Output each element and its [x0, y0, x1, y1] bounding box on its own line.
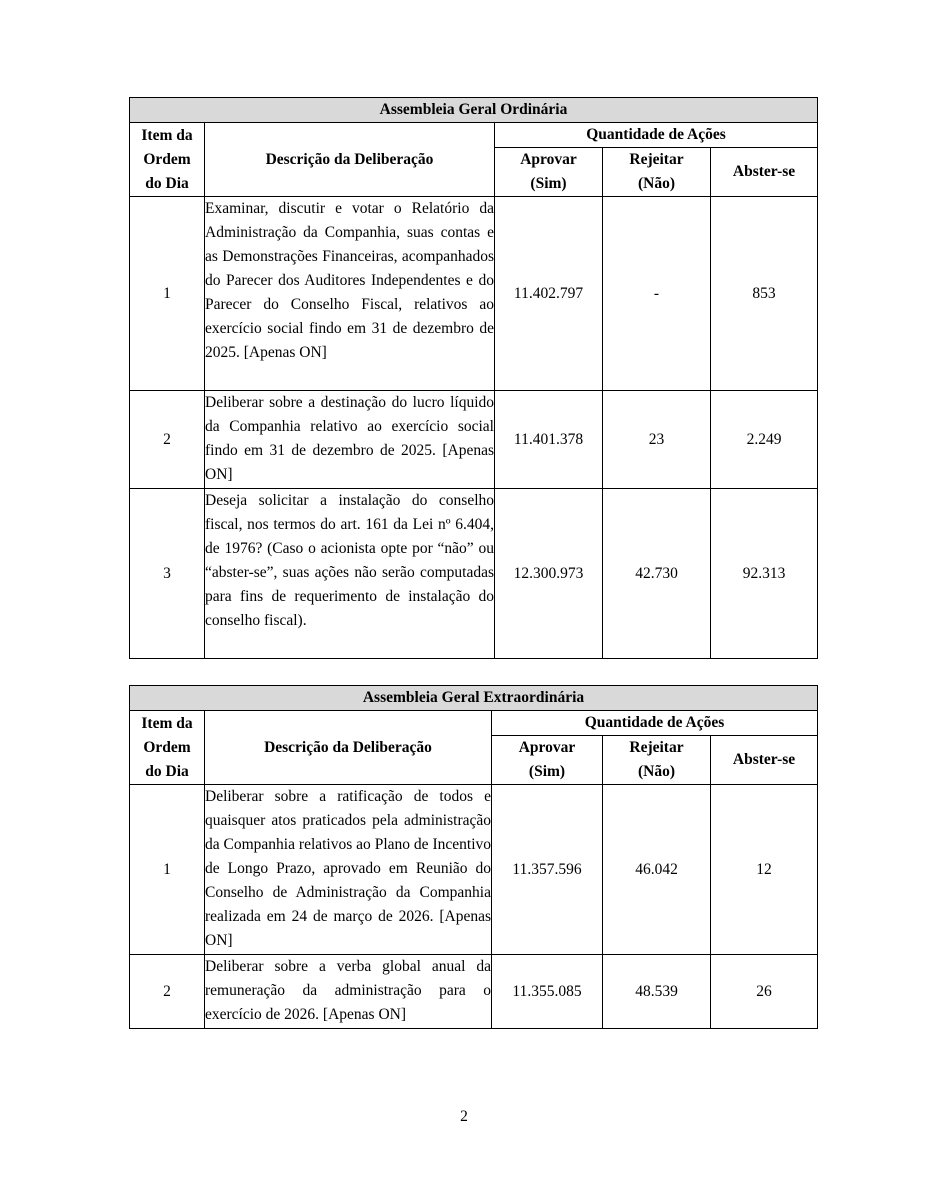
row-item: 3 [130, 489, 205, 659]
row-abster: 92.313 [711, 489, 818, 659]
row-descricao: Deliberar sobre a ratificação de todos e quaisquer atos praticados pela administração da Companhia relativos ao Plano de Incentivo de Longo Prazo, aprovado em Reunião do Conselho de Administração da Companhia realizada em 24 de março de 2026. [Apenas ON] [205, 785, 492, 955]
row-aprovar: 11.401.378 [495, 391, 603, 489]
header-aprovar-line-1: Aprovar [520, 151, 577, 168]
row-rejeitar: 23 [603, 391, 711, 489]
header-rejeitar-line-1: Rejeitar [629, 151, 684, 168]
row-rejeitar: - [603, 197, 711, 391]
table-row [130, 955, 818, 1029]
row-aprovar: 11.357.596 [492, 785, 603, 955]
row-descricao: Deliberar sobre a verba global anual da remuneração da administração para o exercício de 2026. [Apenas ON] [205, 955, 492, 1029]
row-abster: 12 [711, 785, 818, 955]
header-rejeitar-line-1: Rejeitar [629, 739, 684, 756]
row-aprovar: 12.300.973 [495, 489, 603, 659]
row-item: 1 [130, 197, 205, 391]
row-descricao: Deseja solicitar a instalação do conselho fiscal, nos termos do art. 161 da Lei nº 6.404, de 1976? (Caso o acionista opte por “não” ou “abster-se”, suas ações não serão computadas para fins de requerimento de instalação do conselho fiscal). [205, 489, 495, 659]
row-item: 1 [130, 785, 205, 955]
header-item-line-2: Ordem [143, 150, 191, 168]
row-aprovar: 11.402.797 [495, 197, 603, 391]
header-aprovar-line-1: Aprovar [518, 739, 576, 756]
header-abster: Abster-se [711, 148, 818, 197]
row-item: 2 [130, 955, 205, 1029]
header-aprovar [495, 148, 603, 197]
table-row [130, 489, 818, 659]
header-item-line-2: Ordem [143, 738, 191, 756]
table-row [130, 785, 818, 955]
header-descricao: Descrição da Deliberação [205, 123, 495, 197]
row-aprovar: 11.355.085 [492, 955, 603, 1029]
header-item [130, 123, 205, 197]
header-abster: Abster-se [711, 736, 818, 785]
header-item [130, 711, 205, 785]
row-rejeitar: 48.539 [603, 955, 711, 1029]
header-item-line-1: Item da [141, 714, 193, 732]
row-abster: 2.249 [711, 391, 818, 489]
header-aprovar-line-2: (Sim) [530, 175, 567, 192]
header-rejeitar-line-2: (Não) [637, 763, 676, 780]
ago-title: Assembleia Geral Ordinária [130, 98, 818, 123]
row-descricao: Examinar, discutir e votar o Relatório da Administração da Companhia, suas contas e as Demonstrações Financeiras, acompanhados do Parecer dos Auditores Independentes e do Parecer do Conselho Fiscal, relativos ao exercício social findo em 31 de dezembro de 2025. [Apenas ON] [205, 197, 495, 391]
row-descricao: Deliberar sobre a destinação do lucro líquido da Companhia relativo ao exercício social findo em 31 de dezembro de 2025. [Apenas ON] [205, 391, 495, 489]
header-aprovar [492, 736, 603, 785]
row-abster: 853 [711, 197, 818, 391]
header-item-line-3: do Dia [145, 174, 189, 192]
row-abster: 26 [711, 955, 818, 1029]
header-aprovar-line-2: (Sim) [528, 763, 566, 780]
header-item-line-3: do Dia [145, 762, 189, 780]
row-rejeitar: 46.042 [603, 785, 711, 955]
age-table [129, 685, 818, 1029]
age-title: Assembleia Geral Extraordinária [130, 686, 818, 711]
row-item: 2 [130, 391, 205, 489]
header-item-line-1: Item da [141, 126, 193, 144]
row-rejeitar: 42.730 [603, 489, 711, 659]
page-number: 2 [460, 1108, 468, 1125]
header-rejeitar-line-2: (Não) [637, 175, 676, 192]
ago-table [129, 97, 818, 659]
table-row [130, 391, 818, 489]
header-rejeitar [603, 148, 711, 197]
header-descricao: Descrição da Deliberação [205, 711, 492, 785]
header-quantidade: Quantidade de Ações [495, 123, 818, 148]
header-quantidade: Quantidade de Ações [492, 711, 818, 736]
table-row [130, 197, 818, 391]
header-rejeitar [603, 736, 711, 785]
